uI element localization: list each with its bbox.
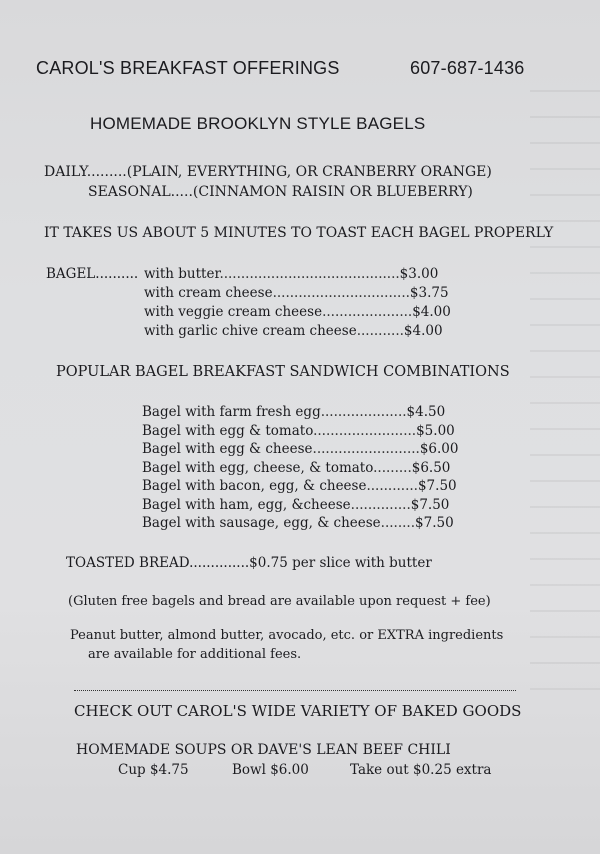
bagels-heading: HOMEMADE BROOKLYN STYLE BAGELS <box>90 114 426 133</box>
takeout-fee: Take out $0.25 extra <box>350 762 492 778</box>
toast-note: IT TAKES US ABOUT 5 MINUTES TO TOAST EACH BAGEL PROPERLY <box>44 225 554 241</box>
sandwich-item-row <box>142 460 450 476</box>
sandwich-item-name: Bagel with ham, egg, &cheese <box>142 496 351 513</box>
sandwich-item-name: Bagel with egg & tomato <box>142 422 314 439</box>
bagel-item-name: with cream cheese <box>144 285 273 301</box>
bagel-item-name: with butter <box>144 266 220 282</box>
sandwich-item-price: $7.50 <box>410 496 450 513</box>
sandwich-item-leader-dots: .............. <box>350 496 411 513</box>
sandwich-item-name: Bagel with farm fresh egg <box>142 404 321 420</box>
soups-heading: HOMEMADE SOUPS OR DAVE'S LEAN BEEF CHILI <box>76 742 451 758</box>
bagel-item-row <box>144 285 449 301</box>
menu-title: CAROL'S BREAKFAST OFFERINGS <box>36 58 340 78</box>
sandwich-item-price: $7.50 <box>415 515 454 531</box>
sandwich-item-row <box>142 478 457 494</box>
bagel-item-leader-dots: ................................ <box>272 285 410 301</box>
bagel-item-leader-dots: ........... <box>356 323 404 339</box>
sandwich-item-leader-dots: ........ <box>380 515 416 531</box>
sandwich-item-price: $6.00 <box>419 441 459 457</box>
bagel-item-name: with veggie cream cheese <box>144 304 323 320</box>
sandwich-item-leader-dots: ......................... <box>312 441 420 457</box>
sandwich-item-row <box>142 441 458 457</box>
sandwich-item-row <box>142 404 445 420</box>
bagel-item-leader-dots: .......................................... <box>219 266 400 282</box>
sandwich-item-price: $4.50 <box>406 404 446 420</box>
sandwich-item-name: Bagel with bacon, egg, & cheese <box>142 478 367 494</box>
bagel-item-price: $4.00 <box>403 323 443 339</box>
bagel-item-leader-dots: ..................... <box>322 304 413 320</box>
bagel-item-price: $3.00 <box>399 266 439 282</box>
sandwich-item-row <box>142 515 454 531</box>
bagel-item-price: $3.75 <box>409 285 449 301</box>
gluten-free-note: (Gluten free bagels and bread are available upon request + fee) <box>68 594 491 609</box>
sandwich-item-leader-dots: ........................ <box>313 422 417 439</box>
sandwich-item-price: $6.50 <box>411 459 451 476</box>
extras-note-line2: are available for additional fees. <box>88 647 302 662</box>
bagel-item-row <box>144 266 438 282</box>
toasted-bread: TOASTED BREAD..............$0.75 per slice with butter <box>66 555 432 571</box>
sandwich-item-price: $5.00 <box>416 422 455 439</box>
dotted-divider <box>74 690 516 691</box>
sandwich-item-leader-dots: .................... <box>320 404 407 420</box>
baked-goods-callout: CHECK OUT CAROL'S WIDE VARIETY OF BAKED GOODS <box>74 702 522 720</box>
sandwich-item-name: Bagel with sausage, egg, & cheese <box>142 515 381 531</box>
bagel-item-name: with garlic chive cream cheese <box>144 323 357 339</box>
daily-varieties: DAILY.........(PLAIN, EVERYTHING, OR CRANBERRY ORANGE) <box>44 164 492 180</box>
sandwich-heading: POPULAR BAGEL BREAKFAST SANDWICH COMBINATIONS <box>56 364 510 380</box>
soup-cup-price: Cup $4.75 <box>118 762 189 778</box>
bagel-item-row <box>144 323 443 339</box>
sandwich-item-row <box>142 497 449 513</box>
seasonal-varieties: SEASONAL.....(CINNAMON RAISIN OR BLUEBERRY) <box>88 184 473 200</box>
sandwich-item-name: Bagel with egg & cheese <box>142 441 313 457</box>
extras-note-line1: Peanut butter, almond butter, avocado, etc. or EXTRA ingredients <box>70 628 504 643</box>
sandwich-item-leader-dots: ............ <box>366 478 418 494</box>
sandwich-item-leader-dots: ......... <box>373 459 412 476</box>
sandwich-item-row <box>142 423 455 439</box>
bagel-item-row <box>144 304 451 320</box>
sandwich-item-name: Bagel with egg, cheese, & tomato <box>142 459 374 476</box>
bagel-item-price: $4.00 <box>412 304 451 320</box>
phone-number: 607-687-1436 <box>410 58 525 78</box>
sandwich-item-price: $7.50 <box>417 478 457 494</box>
show-through-text <box>530 90 600 710</box>
bagel-label: BAGEL.......... <box>46 266 139 282</box>
soup-bowl-price: Bowl $6.00 <box>232 762 309 778</box>
